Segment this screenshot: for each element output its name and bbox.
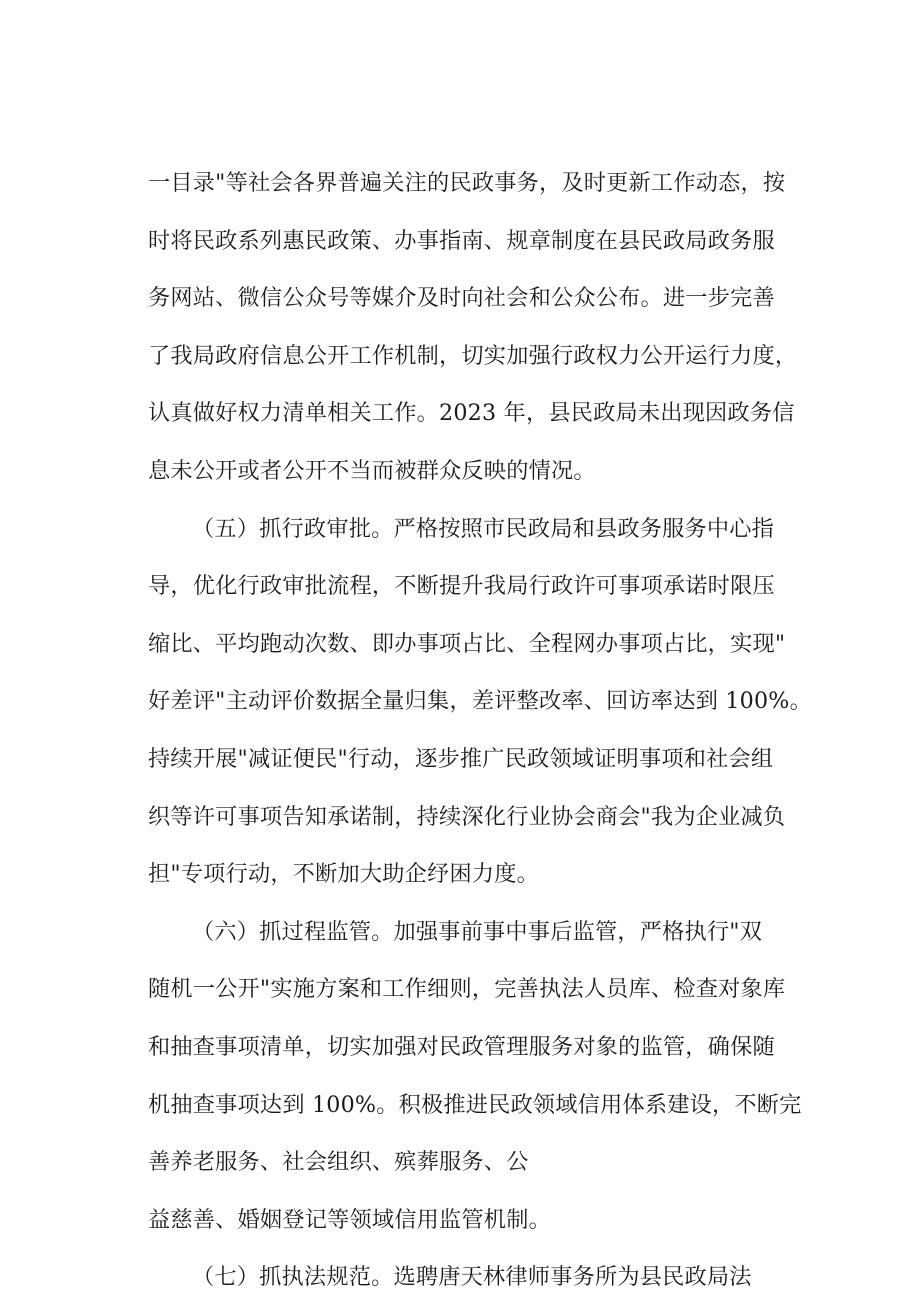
section-5-heading-line: （五）抓行政审批。严格按照市民政局和县政务服务中心指 bbox=[192, 515, 775, 542]
text-line: 织等许可事项告知承诺制，持续深化行业协会商会"我为企业减负 bbox=[148, 803, 786, 830]
text-line: 益慈善、婚姻登记等领域信用监管机制。 bbox=[148, 1206, 551, 1233]
text-line: 随机一公开"实施方案和工作细则，完善执法人员库、检查对象库 bbox=[148, 976, 786, 1003]
text-line: 善养老服务、社会组织、殡葬服务、公 bbox=[148, 1149, 529, 1176]
section-7-heading-line: （七）抓执法规范。选聘唐天林律师事务所为县民政局法 bbox=[192, 1264, 752, 1291]
text-line: 机抽查事项达到 100%。积极推进民政领域信用体系建设，不断完 bbox=[148, 1091, 802, 1118]
text-line: 缩比、平均跑动次数、即办事项占比、全程网办事项占比，实现" bbox=[148, 630, 786, 657]
text-line: 息未公开或者公开不当而被群众反映的情况。 bbox=[148, 458, 596, 484]
text-line: 担"专项行动，不断加大助企纾困力度。 bbox=[148, 861, 539, 888]
text-line: 和抽查事项清单，切实加强对民政管理服务对象的监管，确保随 bbox=[148, 1034, 775, 1060]
text-line: 认真做好权力清单相关工作。2023 年，县民政局未出现因政务信 bbox=[148, 400, 795, 427]
section-6-heading-line: （六）抓过程监管。加强事前事中事后监管，严格执行"双 bbox=[192, 918, 763, 945]
text-line: 务网站、微信公众号等媒介及时向社会和公众公布。进一步完善 bbox=[148, 285, 775, 312]
text-line: 好差评"主动评价数据全量归集，差评整改率、回访率达到 100%。 bbox=[148, 688, 812, 715]
text-line: 持续开展"减证便民"行动，逐步推广民政领域证明事项和社会组 bbox=[148, 746, 774, 772]
text-line: 导，优化行政审批流程，不断提升我局行政许可事项承诺时限压 bbox=[148, 573, 775, 600]
text-line: 一目录"等社会各界普遍关注的民政事务，及时更新工作动态，按 bbox=[148, 170, 786, 196]
text-line: 了我局政府信息公开工作机制，切实加强行政权力公开运行力度， bbox=[148, 342, 798, 369]
text-line: 时将民政系列惠民政策、办事指南、规章制度在县民政局政务服 bbox=[148, 227, 775, 254]
